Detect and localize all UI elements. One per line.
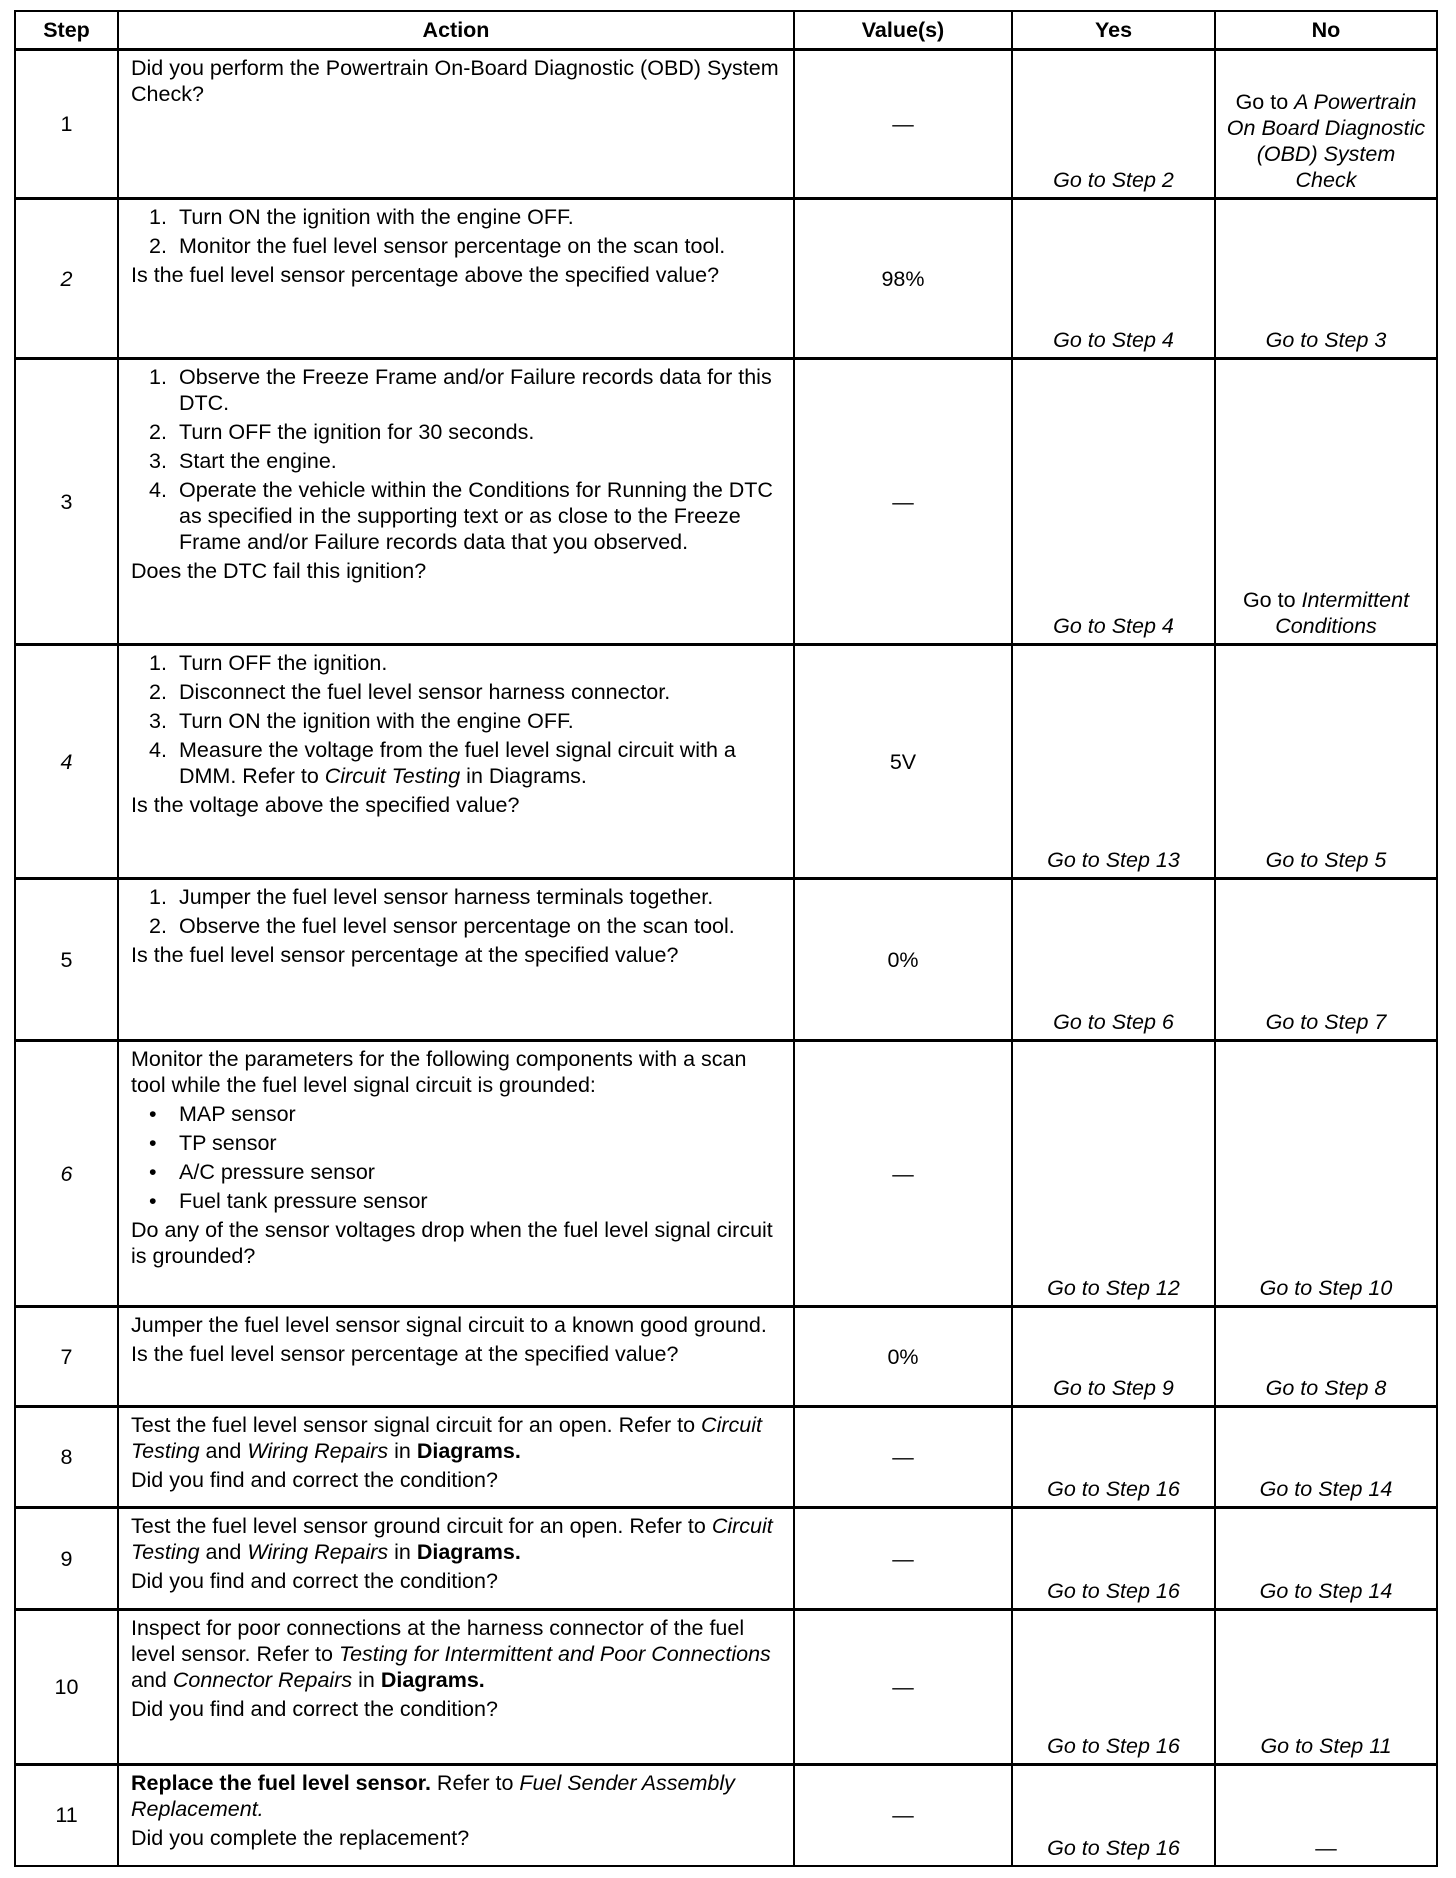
list-item	[149, 884, 781, 910]
no-cell	[1215, 1508, 1437, 1610]
list-text	[179, 419, 534, 445]
action-paragraph	[131, 1770, 781, 1822]
action-paragraph	[131, 1217, 781, 1269]
header-yes: Yes	[1012, 11, 1215, 50]
text-segment: A Powertrain On Board Diagnostic (OBD) System Check	[1226, 90, 1426, 192]
text-segment: Is the fuel level sensor percentage at the specified value?	[131, 1342, 679, 1366]
text-segment: Jumper the fuel level sensor signal circuit to a known good ground.	[131, 1313, 767, 1337]
list-item	[149, 419, 781, 445]
action-cell	[118, 1041, 794, 1307]
action-paragraph	[131, 1825, 781, 1851]
list-item	[149, 1101, 781, 1127]
text-segment: Observe the Freeze Frame and/or Failure records data for this DTC.	[179, 365, 772, 415]
text-segment: Is the fuel level sensor percentage above the specified value?	[131, 263, 720, 287]
text-segment: in	[388, 1439, 417, 1463]
yes-cell: Go to Step 12	[1012, 1041, 1215, 1307]
text-segment: Go to Step 14	[1259, 1477, 1393, 1501]
header-step: Step	[15, 11, 118, 50]
list-item	[149, 679, 781, 705]
text-segment: —	[1315, 1835, 1337, 1860]
value-cell: —	[794, 1610, 1012, 1765]
step-number: 9	[15, 1508, 118, 1610]
list-text	[179, 1101, 296, 1127]
text-segment: in	[460, 764, 489, 788]
value-cell: 5V	[794, 645, 1012, 879]
text-segment: Turn OFF the ignition for 30 seconds.	[179, 420, 535, 444]
text-segment: Go to Step 14	[1259, 1579, 1393, 1603]
text-segment: Go to Step 8	[1265, 1376, 1387, 1400]
step-number: 2	[15, 199, 118, 359]
yes-cell: Go to Step 16	[1012, 1407, 1215, 1508]
action-paragraph	[131, 1615, 781, 1693]
action-cell	[118, 1407, 794, 1508]
text-segment: Turn ON the ignition with the engine OFF.	[179, 205, 574, 229]
diagnostic-table	[14, 10, 1438, 1867]
value-cell: —	[794, 50, 1012, 199]
list-marker: •	[149, 1189, 157, 1213]
text-segment: Turn ON the ignition with the engine OFF.	[179, 709, 574, 733]
step-number: 1	[15, 50, 118, 199]
header-values: Value(s)	[794, 11, 1012, 50]
table-row	[15, 1041, 1437, 1307]
step-number: 5	[15, 879, 118, 1041]
no-cell	[1215, 50, 1437, 199]
action-paragraph	[131, 1312, 781, 1338]
action-cell	[118, 1765, 794, 1866]
action-cell	[118, 879, 794, 1041]
list-text	[179, 679, 670, 705]
no-cell	[1215, 1407, 1437, 1508]
yes-cell: Go to Step 16	[1012, 1765, 1215, 1866]
step-number: 10	[15, 1610, 118, 1765]
list-text	[179, 204, 574, 230]
no-cell	[1215, 1307, 1437, 1407]
list-marker: 1.	[149, 651, 167, 675]
table-row	[15, 879, 1437, 1041]
list-item	[149, 448, 781, 474]
action-paragraph	[131, 558, 781, 584]
step-number: 6	[15, 1041, 118, 1307]
table-row	[15, 199, 1437, 359]
value-cell: 0%	[794, 879, 1012, 1041]
text-segment: and	[131, 1668, 173, 1692]
text-segment: Fuel tank pressure sensor	[179, 1189, 428, 1213]
action-paragraph	[131, 1568, 781, 1594]
action-cell	[118, 1610, 794, 1765]
list-marker: 1.	[149, 205, 167, 229]
text-segment: Go to Step 11	[1260, 1734, 1392, 1758]
text-segment: Fuel Sender Assembly Replacement.	[131, 1771, 735, 1821]
list-marker: 2.	[149, 420, 167, 444]
text-segment: Go to Step 10	[1259, 1276, 1393, 1300]
yes-cell: Go to Step 16	[1012, 1508, 1215, 1610]
list-text	[179, 884, 713, 910]
action-cell	[118, 199, 794, 359]
list-marker: •	[149, 1102, 157, 1126]
action-cell	[118, 50, 794, 199]
action-cell	[118, 359, 794, 645]
yes-cell: Go to Step 9	[1012, 1307, 1215, 1407]
no-cell	[1215, 1765, 1437, 1866]
list-marker: 1.	[149, 885, 167, 909]
text-segment: Circuit Testing	[131, 1413, 762, 1463]
text-segment: MAP sensor	[179, 1102, 296, 1126]
list-marker: 2.	[149, 680, 167, 704]
list-item	[149, 233, 781, 259]
action-paragraph	[131, 1412, 781, 1464]
list-text	[179, 448, 337, 474]
text-segment: Diagrams	[488, 764, 581, 788]
list-item	[149, 204, 781, 230]
text-segment: Did you find and correct the condition?	[131, 1697, 498, 1721]
text-segment: Go to Step 5	[1265, 848, 1387, 872]
list-marker: 4.	[149, 738, 167, 762]
step-number: 4	[15, 645, 118, 879]
list-text	[179, 650, 387, 676]
text-segment: Monitor the parameters for the following components with a scan tool while the fuel level signal circuit is grounded:	[131, 1047, 747, 1097]
list-item	[149, 477, 781, 555]
step-number: 8	[15, 1407, 118, 1508]
text-segment: Go to	[1242, 588, 1302, 612]
table-body	[15, 50, 1437, 1866]
text-segment: Did you perform the Powertrain On-Board Diagnostic (OBD) System Check?	[131, 56, 779, 106]
text-segment: and	[199, 1540, 248, 1564]
text-segment: Did you find and correct the condition?	[131, 1569, 498, 1593]
text-segment: Diagrams.	[416, 1540, 521, 1564]
text-segment: Operate the vehicle within the Conditions for Running the DTC as specified in the supporting text or as close to the Freeze Frame and/or Failure records data that you observed.	[179, 478, 773, 554]
text-segment: Replace the fuel level sensor.	[131, 1771, 431, 1795]
text-segment: Is the fuel level sensor percentage at the specified value?	[131, 943, 679, 967]
value-cell: —	[794, 1765, 1012, 1866]
list-text	[179, 913, 735, 939]
value-cell: 0%	[794, 1307, 1012, 1407]
header-row	[15, 11, 1437, 50]
text-segment: Test the fuel level sensor signal circuit for an open. Refer to	[131, 1413, 702, 1437]
text-segment: Diagrams.	[380, 1668, 485, 1692]
value-cell: —	[794, 1508, 1012, 1610]
text-segment: Circuit Testing	[131, 1514, 773, 1564]
list-item	[149, 708, 781, 734]
list-text	[179, 477, 781, 555]
action-cell	[118, 1307, 794, 1407]
list-marker: 3.	[149, 449, 167, 473]
action-paragraph	[131, 1513, 781, 1565]
no-cell	[1215, 879, 1437, 1041]
text-segment: Testing for Intermittent and Poor Connections	[338, 1642, 771, 1666]
text-segment: Does the DTC fail this ignition?	[131, 559, 427, 583]
text-segment: .	[580, 764, 587, 788]
table-row	[15, 1508, 1437, 1610]
action-paragraph	[131, 792, 781, 818]
text-segment: Is the voltage above the specified value?	[131, 793, 520, 817]
list-item	[149, 737, 781, 789]
step-number: 7	[15, 1307, 118, 1407]
table-row	[15, 50, 1437, 199]
no-cell	[1215, 359, 1437, 645]
text-segment: Did you find and correct the condition?	[131, 1468, 498, 1492]
text-segment: Observe the fuel level sensor percentage on the scan tool.	[179, 914, 735, 938]
list-text	[179, 233, 725, 259]
text-segment: in	[388, 1540, 417, 1564]
text-segment: Circuit Testing	[324, 764, 461, 788]
list-marker: •	[149, 1160, 157, 1184]
text-segment: Wiring Repairs	[247, 1540, 389, 1564]
no-cell	[1215, 1041, 1437, 1307]
text-segment: and	[199, 1439, 248, 1463]
text-segment: Go to Step 3	[1265, 328, 1387, 352]
list-text	[179, 1159, 375, 1185]
text-segment: Intermittent Conditions	[1275, 588, 1410, 638]
header-action: Action	[118, 11, 794, 50]
action-paragraph	[131, 55, 781, 107]
yes-cell: Go to Step 4	[1012, 199, 1215, 359]
list-text	[179, 1188, 428, 1214]
action-cell	[118, 645, 794, 879]
text-segment: Monitor the fuel level sensor percentage on the scan tool.	[179, 234, 726, 258]
table-row	[15, 1765, 1437, 1866]
text-segment: Refer to	[430, 1771, 520, 1795]
no-cell	[1215, 1610, 1437, 1765]
yes-cell: Go to Step 6	[1012, 879, 1215, 1041]
header-no: No	[1215, 11, 1437, 50]
yes-cell: Go to Step 2	[1012, 50, 1215, 199]
table-row	[15, 645, 1437, 879]
list-marker: 1.	[149, 365, 167, 389]
value-cell: —	[794, 1407, 1012, 1508]
table-row	[15, 1610, 1437, 1765]
action-paragraph	[131, 1046, 781, 1098]
yes-cell: Go to Step 4	[1012, 359, 1215, 645]
action-cell	[118, 1508, 794, 1610]
value-cell: 98%	[794, 199, 1012, 359]
text-segment: Wiring Repairs	[247, 1439, 389, 1463]
no-cell	[1215, 645, 1437, 879]
list-item	[149, 913, 781, 939]
text-segment: Connector Repairs	[172, 1668, 353, 1692]
text-segment: Do any of the sensor voltages drop when the fuel level signal circuit is grounded?	[131, 1218, 773, 1268]
list-marker: •	[149, 1131, 157, 1155]
text-segment: Did you complete the replacement?	[131, 1826, 470, 1850]
step-number: 11	[15, 1765, 118, 1866]
action-paragraph	[131, 1341, 781, 1367]
action-paragraph	[131, 1696, 781, 1722]
text-segment: A/C pressure sensor	[179, 1160, 375, 1184]
text-segment: Disconnect the fuel level sensor harness connector.	[179, 680, 671, 704]
action-paragraph	[131, 942, 781, 968]
list-item	[149, 650, 781, 676]
text-segment: Jumper the fuel level sensor harness terminals together.	[179, 885, 714, 909]
text-segment: Test the fuel level sensor ground circuit for an open. Refer to	[131, 1514, 712, 1538]
table-row	[15, 1407, 1437, 1508]
list-text	[179, 708, 574, 734]
value-cell: —	[794, 359, 1012, 645]
yes-cell: Go to Step 13	[1012, 645, 1215, 879]
list-marker: 3.	[149, 709, 167, 733]
text-segment: Turn OFF the ignition.	[179, 651, 388, 675]
list-item	[149, 1159, 781, 1185]
text-segment: Start the engine.	[179, 449, 337, 473]
step-number: 3	[15, 359, 118, 645]
action-paragraph	[131, 262, 781, 288]
list-marker: 2.	[149, 914, 167, 938]
yes-cell: Go to Step 16	[1012, 1610, 1215, 1765]
list-marker: 2.	[149, 234, 167, 258]
list-item	[149, 364, 781, 416]
text-segment: Measure the voltage from the fuel level signal circuit with a DMM. Refer to	[179, 738, 736, 788]
action-paragraph	[131, 1467, 781, 1493]
text-segment: Go to	[1235, 90, 1295, 114]
table-row	[15, 359, 1437, 645]
text-segment: Diagrams.	[416, 1439, 521, 1463]
list-marker: 4.	[149, 478, 167, 502]
text-segment: in	[352, 1668, 381, 1692]
list-text	[179, 364, 781, 416]
list-item	[149, 1188, 781, 1214]
text-segment: Inspect for poor connections at the harness connector of the fuel level sensor. Refer to	[131, 1616, 745, 1666]
list-text	[179, 1130, 277, 1156]
text-segment: Go to Step 7	[1265, 1010, 1387, 1034]
text-segment: TP sensor	[179, 1131, 277, 1155]
value-cell: —	[794, 1041, 1012, 1307]
no-cell	[1215, 199, 1437, 359]
list-item	[149, 1130, 781, 1156]
list-text	[179, 737, 781, 789]
table-row	[15, 1307, 1437, 1407]
